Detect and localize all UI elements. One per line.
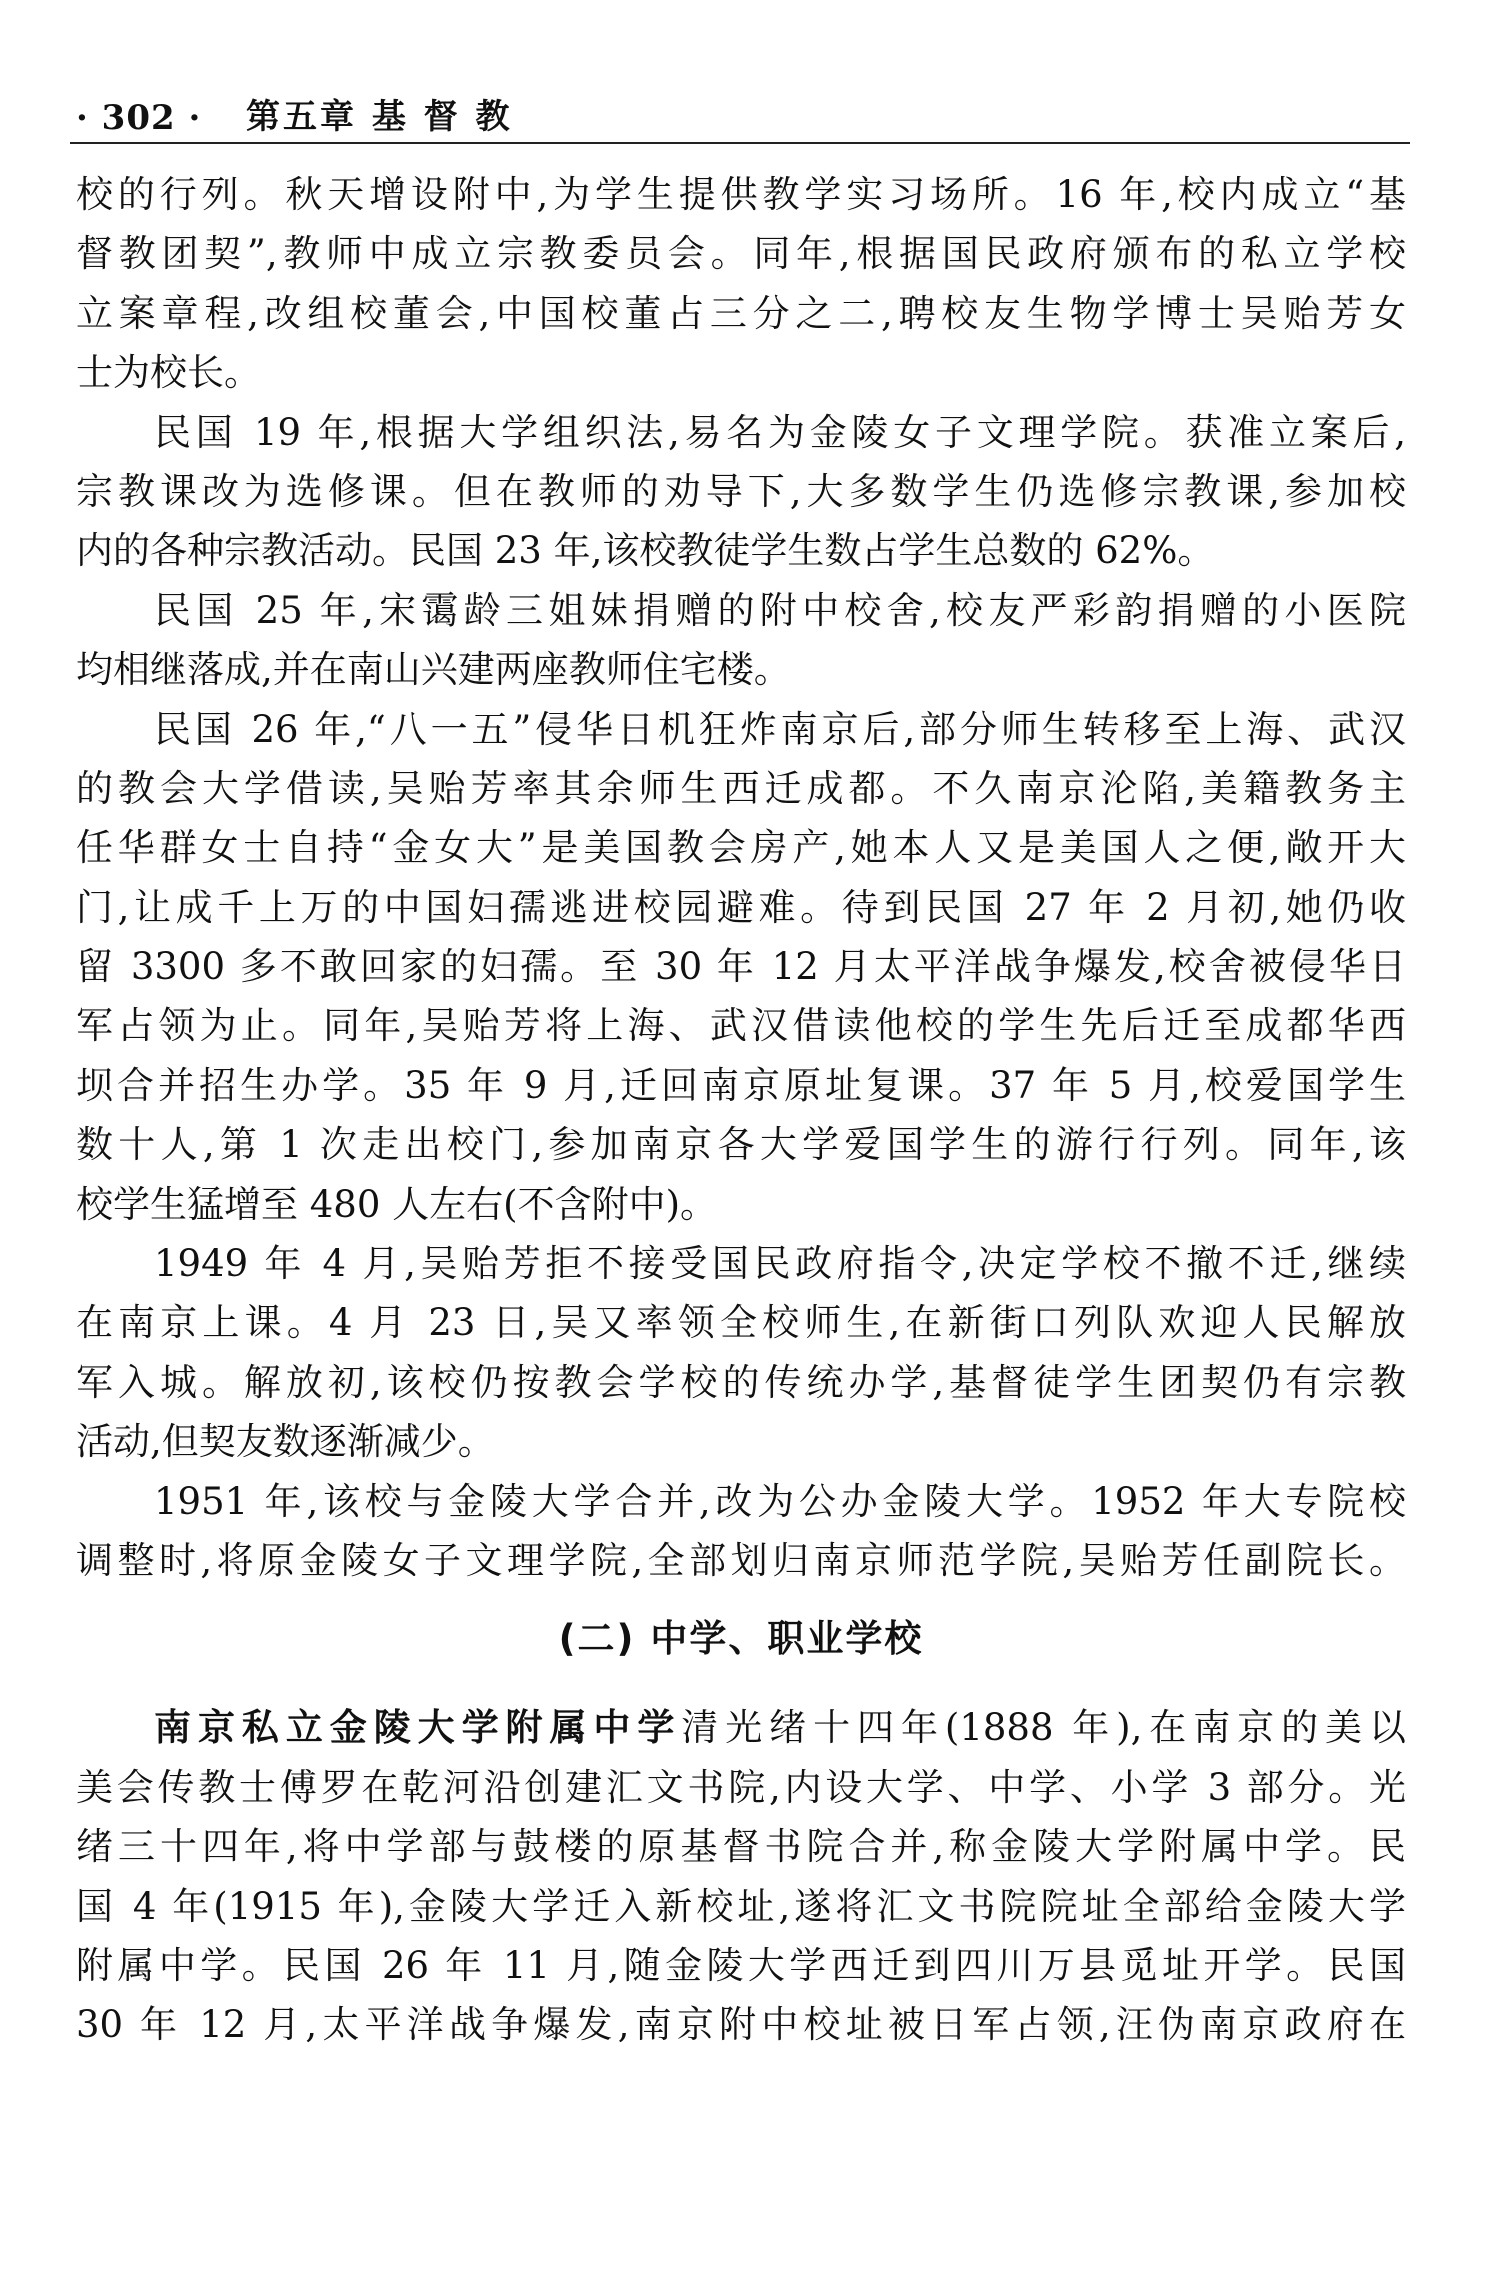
text-line: 留 3300 多不敢回家的妇孺。至 30 年 12 月太平洋战争爆发,校舍被侵华日	[76, 945, 1406, 989]
text-line: 1951 年,该校与金陵大学合并,改为公办金陵大学。1952 年大专院校	[154, 1479, 1406, 1523]
text-line: 附属中学。民国 26 年 11 月,随金陵大学西迁到四川万县觅址开学。民国	[76, 1943, 1406, 1987]
page-number: · 302 ·	[76, 98, 202, 138]
text-line: 士为校长。	[76, 351, 261, 395]
text-line: 国 4 年(1915 年),金陵大学迁入新校址,遂将汇文书院院址全部给金陵大学	[76, 1884, 1406, 1928]
running-header	[76, 82, 1406, 138]
text-line: 校学生猛增至 480 人左右(不含附中)。	[76, 1182, 718, 1226]
text-line: 1949 年 4 月,吴贻芳拒不接受国民政府指令,决定学校不撤不迁,继续	[154, 1242, 1406, 1286]
school-name: 南京私立金陵大学附属中学	[154, 1706, 682, 1750]
text-line: 立案章程,改组校董会,中国校董占三分之二,聘校友生物学博士吴贻芳女	[76, 291, 1406, 335]
text-line: 数十人,第 1 次走出校门,参加南京各大学爱国学生的游行行列。同年,该	[76, 1123, 1406, 1167]
text-line: 内的各种宗教活动。民国 23 年,该校教徒学生数占学生总数的 62%。	[76, 529, 1215, 573]
text-line: 宗教课改为选修课。但在教师的劝导下,大多数学生仍选修宗教课,参加校	[76, 469, 1406, 513]
text-line: 督教团契”,教师中成立宗教委员会。同年,根据国民政府颁布的私立学校	[76, 232, 1406, 276]
text-line: 在南京上课。4 月 23 日,吴又率领全校师生,在新街口列队欢迎人民解放	[76, 1301, 1406, 1345]
text-line: 30 年 12 月,太平洋战争爆发,南京附中校址被日军占领,汪伪南京政府在	[76, 2003, 1406, 2047]
section-heading: (二) 中学、职业学校	[558, 1617, 924, 1661]
school-entry-text: 清光绪十四年(1888 年),在南京的美以	[681, 1706, 1406, 1750]
text-line: 坝合并招生办学。35 年 9 月,迁回南京原址复课。37 年 5 月,校爱国学生	[76, 1063, 1406, 1107]
text-line: 民国 19 年,根据大学组织法,易名为金陵女子文理学院。获准立案后,	[154, 410, 1406, 454]
text-line: 民国 26 年,“八一五”侵华日机狂炸南京后,部分师生转移至上海、武汉	[154, 707, 1406, 751]
chapter-title: 第五章 基 督 教	[246, 97, 513, 137]
text-line: 美会传教士傅罗在乾河沿创建汇文书院,内设大学、中学、小学 3 部分。光	[76, 1765, 1406, 1809]
text-line: 绪三十四年,将中学部与鼓楼的原基督书院合并,称金陵大学附属中学。民	[76, 1825, 1406, 1869]
header-rule	[70, 142, 1410, 144]
school-entry-first-line	[76, 1698, 1406, 1757]
text-line: 门,让成千上万的中国妇孺逃进校园避难。待到民国 27 年 2 月初,她仍收	[76, 885, 1406, 929]
text-line: 的教会大学借读,吴贻芳率其余师生西迁成都。不久南京沦陷,美籍教务主	[76, 766, 1406, 810]
text-line: 活动,但契友数逐渐减少。	[76, 1420, 495, 1464]
text-line: 民国 25 年,宋霭龄三姐妹捐赠的附中校舍,校友严彩韵捐赠的小医院	[154, 588, 1406, 632]
text-line: 军占领为止。同年,吴贻芳将上海、武汉借读他校的学生先后迁至成都华西	[76, 1004, 1406, 1048]
text-line: 任华群女士自持“金女大”是美国教会房产,她本人又是美国人之便,敞开大	[76, 826, 1406, 870]
text-line: 军入城。解放初,该校仍按教会学校的传统办学,基督徒学生团契仍有宗教	[76, 1360, 1406, 1404]
text-line: 均相继落成,并在南山兴建两座教师住宅楼。	[76, 648, 791, 692]
body-text	[76, 165, 1406, 2055]
text-line: 调整时,将原金陵女子文理学院,全部划归南京师范学院,吴贻芳任副院长。	[76, 1538, 1406, 1582]
text-line: 校的行列。秋天增设附中,为学生提供教学实习场所。16 年,校内成立“基	[76, 173, 1406, 216]
